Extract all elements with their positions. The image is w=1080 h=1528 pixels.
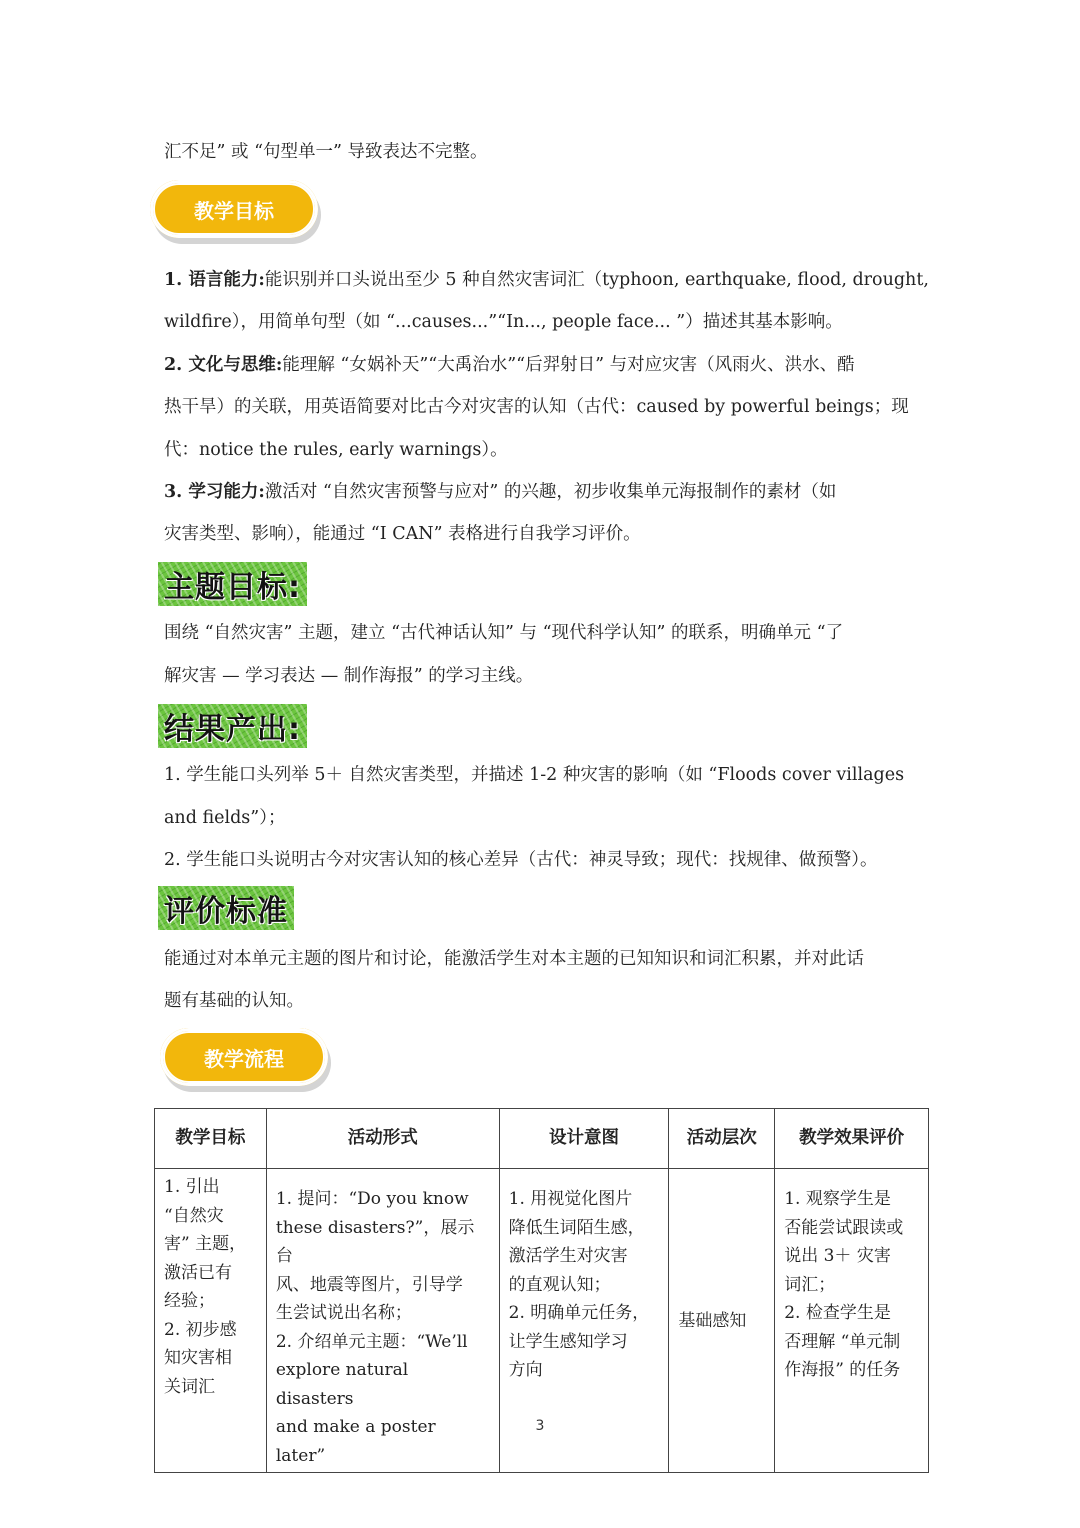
cell-evaluation-line: 说出 3＋ 灾害	[784, 1246, 891, 1266]
header-evaluation: 教学效果评价	[775, 1109, 929, 1169]
result-line-3: 2. 学生能口头说明古今对灾害认知的核心差异（古代：神灵导致；现代：找规律、做预警）。	[164, 850, 878, 870]
cell-evaluation-line: 作海报” 的任务	[784, 1360, 901, 1380]
header-goal: 教学目标	[155, 1109, 267, 1169]
cell-goal-line: 知灾害相	[164, 1348, 232, 1368]
result-line-2: and fields”）；	[164, 808, 286, 828]
goal-2-text: 能理解 “女娲补天”“大禹治水”“后羿射日” 与对应灾害（风雨火、洪水、酷	[282, 355, 855, 375]
cell-intent-line: 的直观认知；	[508, 1274, 611, 1295]
goal-3-label: 3. 学习能力:	[164, 482, 265, 502]
section-pill-flow	[160, 1028, 328, 1086]
goal-1-line-2: wildfire），用简单句型（如 “...causes...”“In..., people face... ”）描述其基本影响。	[164, 312, 843, 332]
cell-goal-line: 激活已有	[164, 1262, 232, 1283]
section-pill-goals-label: 教学目标	[194, 198, 274, 223]
cell-evaluation-line: 否理解 “单元制	[784, 1331, 901, 1352]
goal-3-line-1	[164, 479, 918, 505]
page-number: 3	[535, 1418, 545, 1434]
cell-activity-line: and make a poster later”	[275, 1417, 436, 1466]
eval-line-1: 能通过对本单元主题的图片和讨论，能激活学生对本主题的已知知识和词汇积累，并对此话	[164, 949, 864, 969]
goal-2-line-2: 热干旱）的关联，用英语简要对比古今对灾害的认知（古代：caused by powerful beings；现	[164, 397, 909, 417]
cell-goal-line: 经验；	[164, 1291, 215, 1311]
cell-intent-line: 让学生感知学习	[508, 1331, 628, 1352]
cell-activity-line: 2. 介绍单元主题：“We’ll	[275, 1331, 468, 1352]
goal-2-line-3: 代：notice the rules, early warnings）。	[164, 440, 508, 460]
result-heading-text: 结果产出:	[164, 712, 301, 747]
cell-goal-line: 害” 主题，	[164, 1234, 247, 1254]
cell-activity-line: 1. 提问：“Do you know	[275, 1189, 469, 1209]
result-heading	[158, 704, 307, 748]
header-level: 活动层次	[669, 1109, 775, 1169]
cell-activity-line: 风、地震等图片，引导学	[275, 1274, 463, 1295]
cell-intent-line: 2. 明确单元任务，	[508, 1303, 650, 1323]
cell-activity-line: 生尝试说出名称；	[275, 1303, 412, 1323]
cell-goal-line: “自然灾	[164, 1205, 224, 1226]
goal-1-label: 1. 语言能力:	[164, 270, 265, 290]
cell-goal-line: 2. 初步感	[164, 1319, 237, 1340]
section-pill-flow-label: 教学流程	[204, 1046, 284, 1071]
cell-activity-line: these disasters?”，展示台	[275, 1217, 475, 1266]
cell-intent-line: 方向	[508, 1360, 543, 1380]
cell-evaluation-line: 1. 观察学生是	[784, 1189, 891, 1209]
cell-evaluation-line: 否能尝试跟读或	[784, 1217, 904, 1238]
cell-level: 基础感知	[669, 1169, 775, 1473]
header-intent: 设计意图	[499, 1109, 669, 1169]
goal-2-label: 2. 文化与思维:	[164, 355, 283, 375]
goal-1-line-1	[164, 267, 929, 293]
eval-line-2: 题有基础的认知。	[164, 991, 304, 1011]
cell-intent-line: 降低生词陌生感，	[508, 1217, 645, 1238]
theme-heading	[158, 562, 307, 606]
goal-1-text: 能识别并口头说出至少 5 种自然灾害词汇（typhoon, earthquake, flood, drought,	[264, 270, 929, 290]
cell-goal-line: 1. 引出	[164, 1177, 220, 1197]
result-line-1: 1. 学生能口头列举 5＋ 自然灾害类型，并描述 1-2 种灾害的影响（如 “Floods cover villages	[164, 765, 905, 785]
header-activity: 活动形式	[266, 1109, 499, 1169]
cell-evaluation-line: 词汇；	[784, 1274, 836, 1295]
theme-heading-text: 主题目标:	[164, 570, 301, 605]
cell-activity-line: explore natural disasters	[275, 1360, 409, 1409]
section-pill-goals	[150, 180, 318, 238]
table-header-row	[155, 1109, 929, 1169]
eval-heading	[158, 886, 294, 930]
goal-3-text: 激活对 “自然灾害预警与应对” 的兴趣，初步收集单元海报制作的素材（如	[264, 482, 837, 502]
theme-line-1: 围绕 “自然灾害” 主题，建立 “古代神话认知” 与 “现代科学认知” 的联系，明确单元 “了	[164, 623, 844, 643]
cell-goal-line: 关词汇	[164, 1376, 215, 1397]
intro-tail-text: 汇不足” 或 “句型单一” 导致表达不完整。	[164, 142, 488, 162]
cell-intent-line: 1. 用视觉化图片	[508, 1189, 633, 1209]
cell-intent-line: 激活学生对灾害	[508, 1246, 628, 1266]
goal-2-line-1	[164, 352, 918, 378]
goal-3-line-2: 灾害类型、影响），能通过 “I CAN” 表格进行自我学习评价。	[164, 524, 641, 544]
cell-evaluation-line: 2. 检查学生是	[784, 1303, 891, 1323]
theme-line-2: 解灾害 — 学习表达 — 制作海报” 的学习主线。	[164, 666, 534, 686]
eval-heading-text: 评价标准	[164, 894, 288, 929]
